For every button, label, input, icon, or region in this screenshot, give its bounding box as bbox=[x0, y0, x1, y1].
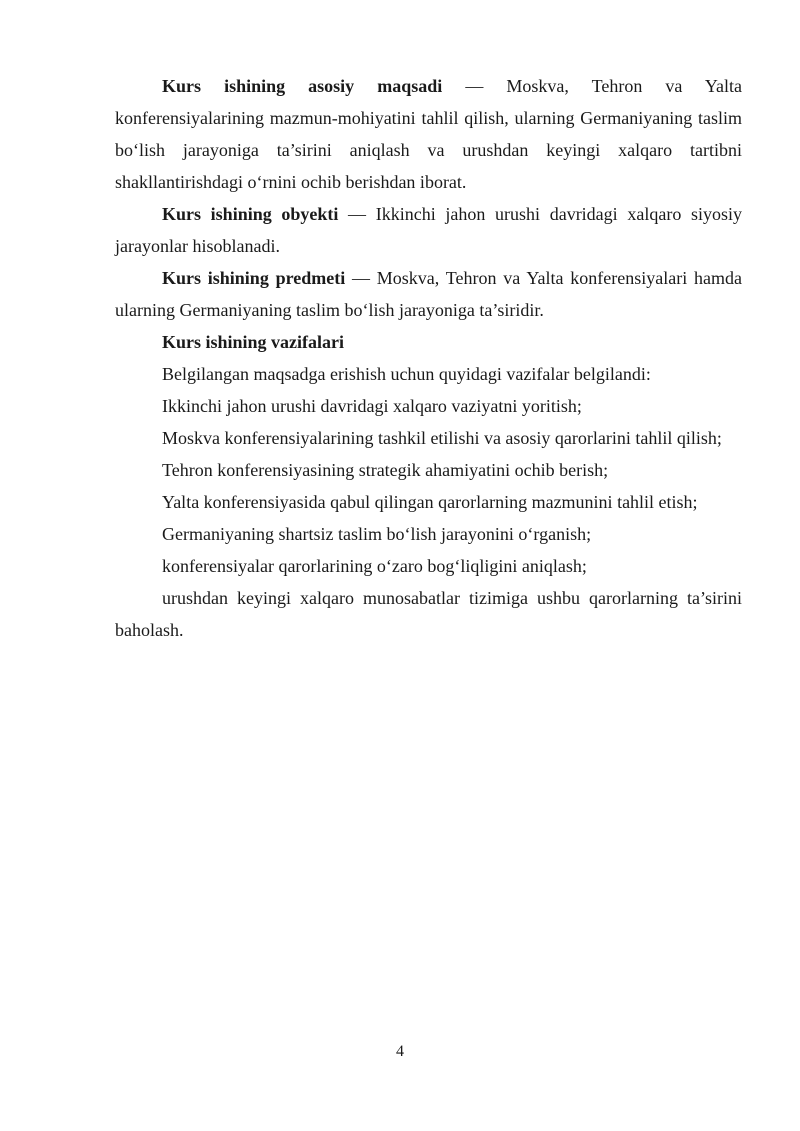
task-item: Germaniyaning shartsiz taslim bo‘lish jarayonini o‘rganish; bbox=[162, 524, 592, 544]
goal-term: Kurs ishining asosiy maqsadi bbox=[162, 76, 443, 96]
subject-text: — Moskva, Tehron va Yalta konferensiyalari hamda ularning Germaniyaning taslim bo‘lish jarayoniga ta’siridir. bbox=[115, 268, 742, 320]
page-content bbox=[115, 70, 742, 646]
tasks-intro: Belgilangan maqsadga erishish uchun quyidagi vazifalar belgilandi: bbox=[162, 364, 651, 384]
task-item: Ikkinchi jahon urushi davridagi xalqaro vaziyatni yoritish; bbox=[162, 396, 582, 416]
task-item: Yalta konferensiyasida qabul qilingan qarorlarning mazmunini tahlil etish; bbox=[162, 492, 698, 512]
object-term: Kurs ishining obyekti bbox=[162, 204, 339, 224]
tasks-heading: Kurs ishining vazifalari bbox=[162, 332, 345, 352]
goal-paragraph bbox=[115, 70, 742, 198]
task-item: urushdan keyingi xalqaro munosabatlar tizimiga ushbu qarorlarning ta’sirini baholash. bbox=[115, 588, 742, 640]
object-paragraph bbox=[115, 198, 742, 262]
task-item: Tehron konferensiyasining strategik ahamiyatini ochib berish; bbox=[162, 460, 609, 480]
goal-text: — Moskva, Tehron va Yalta konferensiyalarining mazmun-mohiyatini tahlil qilish, ularning Germaniyaning taslim bo‘lish jarayoniga ta’sirini aniqlash va urushdan keyingi xalqaro tartibni shakllantirishdagi o‘rnini ochib berishdan iborat. bbox=[115, 76, 742, 192]
subject-term: Kurs ishining predmeti bbox=[162, 268, 346, 288]
subject-paragraph bbox=[115, 262, 742, 326]
task-item: Moskva konferensiyalarining tashkil etilishi va asosiy qarorlarini tahlil qilish; bbox=[162, 428, 722, 448]
task-item: konferensiyalar qarorlarining o‘zaro bog‘liqligini aniqlash; bbox=[162, 556, 587, 576]
object-text: — Ikkinchi jahon urushi davridagi xalqaro siyosiy jarayonlar hisoblanadi. bbox=[115, 204, 742, 256]
page-number: 4 bbox=[396, 1043, 404, 1060]
